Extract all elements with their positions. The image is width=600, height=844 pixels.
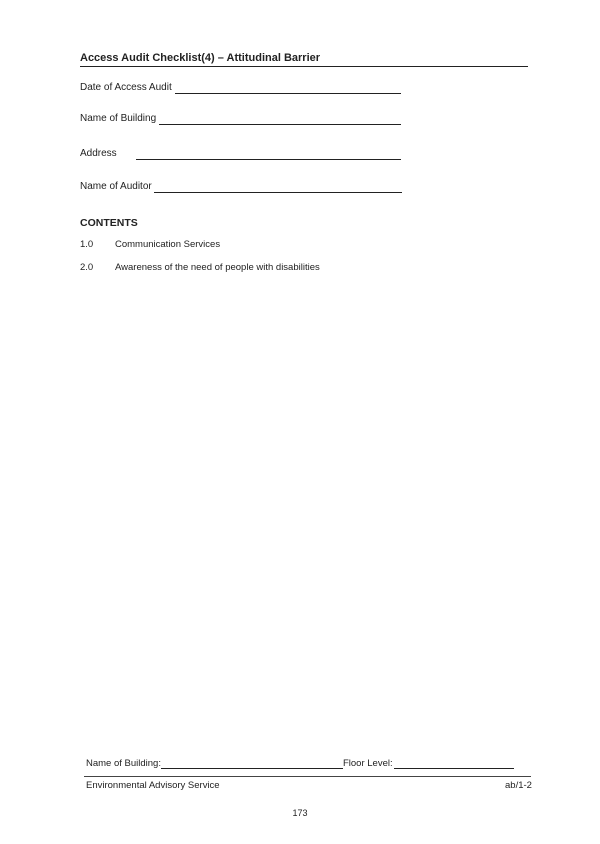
date-input-line[interactable] [175, 83, 401, 94]
footer-building-line[interactable] [161, 758, 343, 769]
list-item [80, 239, 220, 250]
item-text: Communication Services [115, 239, 221, 250]
date-label: Date of Access Audit [80, 82, 172, 93]
item-text: Awareness of the need of people with disabilities [115, 262, 320, 273]
auditor-label: Name of Auditor [80, 181, 152, 192]
footer-floor-label: Floor Level: [342, 758, 393, 769]
page-title: Access Audit Checklist(4) – Attitudinal Barrier [80, 51, 528, 67]
footer-service: Environmental Advisory Service [86, 780, 220, 791]
auditor-field-row [80, 181, 402, 193]
item-number: 2.0 [80, 262, 94, 273]
list-item [80, 262, 320, 273]
auditor-input-line[interactable] [154, 182, 402, 193]
address-field-row [80, 148, 401, 160]
footer-building-label: Name of Building: [86, 758, 161, 769]
address-input-line[interactable] [136, 149, 401, 160]
footer-code: ab/1-2 [505, 780, 532, 791]
page-number: 173 [292, 808, 308, 818]
footer-fields [86, 758, 514, 769]
contents-heading: CONTENTS [80, 217, 138, 229]
building-label: Name of Building [80, 113, 157, 124]
item-number: 1.0 [80, 239, 94, 250]
date-field-row [80, 82, 401, 94]
footer-divider [84, 776, 531, 777]
address-label: Address [80, 148, 117, 159]
footer-floor-line[interactable] [394, 758, 514, 769]
building-input-line[interactable] [159, 114, 401, 125]
building-field-row [80, 113, 401, 125]
